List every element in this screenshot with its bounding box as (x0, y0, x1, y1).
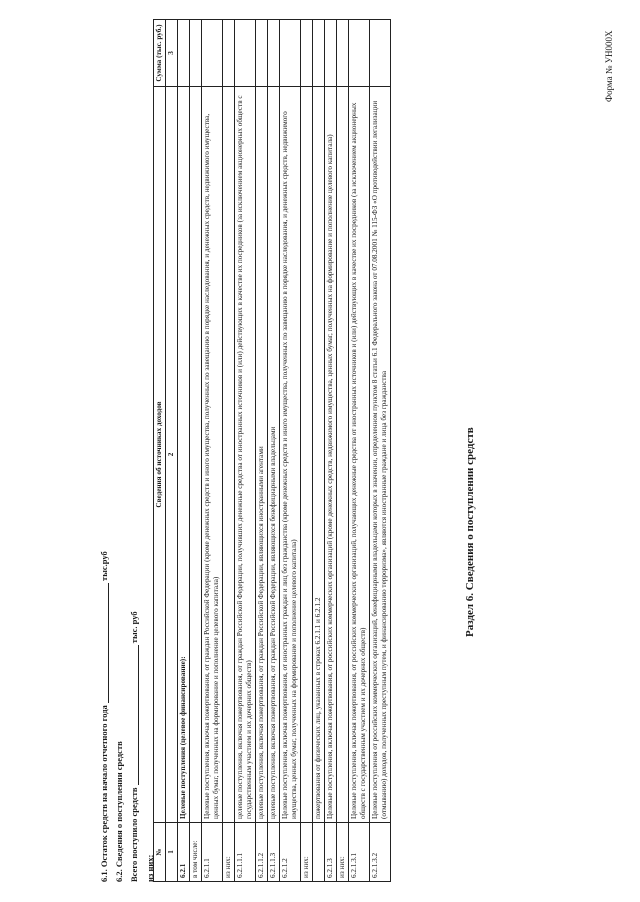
row-description: пожертвования от физических лиц, указанных в строках 6.2.1.1 и 6.2.1.2 (313, 87, 325, 823)
table-row (325, 20, 337, 882)
balance-line (99, 551, 109, 882)
row-description (301, 87, 313, 823)
including-line: из них: (145, 854, 155, 882)
table-row (235, 20, 256, 882)
total-unit: тыс. руб (129, 611, 139, 644)
table-row (313, 20, 325, 882)
table-row (301, 20, 313, 882)
row-number: 6.2.1.1.3 (268, 823, 280, 882)
row-description: целевые поступления, включая пожертвования, от граждан Российской Федерации, являющихся иностранными агентами (256, 87, 268, 823)
row-description: Целевые поступления, включая пожертвования, от иностранных граждан и лиц без гражданства (кроме денежных средств и иного имущества, полученных по завещанию в порядке наследования, и денежных средств, недвижимого имущества, ценных бумаг, полученных на формирование и пополнение целевого капитала) (280, 87, 301, 823)
table-row (268, 20, 280, 882)
table-row (349, 20, 370, 882)
row-number: 6.2.1.2 (280, 823, 301, 882)
balance-label: 6.1. Остаток средств на начало отчетного года (99, 705, 109, 882)
total-label: Всего поступило средств (129, 787, 139, 882)
form-number: Форма № УН000Х (604, 30, 614, 102)
row-sum (223, 20, 235, 87)
section-title: Раздел 6. Сведения о поступлении средств (464, 427, 476, 637)
row-description (190, 87, 202, 823)
row-description: целевые поступления, включая пожертвования, от граждан Российской Федерации, являющихся бенефициарными владельцами (268, 87, 280, 823)
row-description: Целевые поступления, включая пожертвования, от российских коммерческих организаций, получающих денежные средства от иностранных источников и (или) действующих в качестве их посредников (за исключением акционерных обществ с государственным участием и их дочерних обществ) (349, 87, 370, 823)
table-row (178, 20, 190, 882)
balance-unit: тыс.руб (99, 551, 109, 581)
receipts-table (153, 19, 391, 882)
table-row (337, 20, 349, 882)
row-sum (178, 20, 190, 87)
row-number (313, 823, 325, 882)
row-number: из них: (301, 823, 313, 882)
total-line (129, 611, 139, 882)
row-description (223, 87, 235, 823)
receipts-line: 6.2. Сведения о поступлении средств (114, 741, 124, 882)
row-number: 6.2.1.3.2 (370, 823, 391, 882)
table-row (202, 20, 223, 882)
total-blank (138, 645, 139, 785)
row-sum (190, 20, 202, 87)
table-row (280, 20, 301, 882)
row-sum (301, 20, 313, 87)
row-number: в том числе: (190, 823, 202, 882)
row-number: 6.2.1 (178, 823, 190, 882)
header-sum: Сумма (тыс. руб.) (154, 20, 166, 87)
row-description: Целевые поступления, включая пожертвования, от российских коммерческих организаций (кроме денежных средств, недвижимого имущества, ценных бумаг, полученных на формирование и пополнение целевого капитала) (325, 87, 337, 823)
row-number: 6.2.1.3 (325, 823, 337, 882)
row-description: целевые поступления, включая пожертвования, от граждан Российской Федерации, получивших денежные средства от иностранных источников и (или) действующих в качестве их посредников (за исключением акционерных обществ с государственным участием и их дочерних обществ) (235, 87, 256, 823)
row-number: 6.2.1.3.1 (349, 823, 370, 882)
row-description (337, 87, 349, 823)
row-sum (268, 20, 280, 87)
row-number: 6.2.1.1 (202, 823, 223, 882)
balance-blank (108, 583, 109, 703)
table-row (256, 20, 268, 882)
row-sum (202, 20, 223, 87)
row-sum (349, 20, 370, 87)
row-sum (370, 20, 391, 87)
table-row (223, 20, 235, 882)
table-row (190, 20, 202, 882)
row-description: Целевые поступления от российских коммерческих организаций, бенефициарными владельцами которых в значении, определенном пунктом 8 статьи 6.1 Федерального закона от 07.08.2001 № 115-ФЗ «О противодействии легализации (отмыванию) доходов, полученных преступным путем, и финансированию терроризма», являются иностранные граждане и лица без гражданства (370, 87, 391, 823)
row-sum (235, 20, 256, 87)
table-number-row (166, 20, 178, 882)
row-description: Целевые поступления, включая пожертвования, от граждан Российской Федерации (кроме денежных средств и иного имущества, полученных по завещанию в порядке наследования, и денежных средств, недвижимого имущества, ценных бумаг, полученных на формирование и пополнение целевого капитала) (202, 87, 223, 823)
header-num: № (154, 823, 166, 882)
row-sum (337, 20, 349, 87)
col-number-1: 1 (166, 823, 178, 882)
row-sum (325, 20, 337, 87)
table-header-row (154, 20, 166, 882)
col-number-2: 2 (166, 87, 178, 823)
row-number: 6.2.1.1.2 (256, 823, 268, 882)
row-description: Целевые поступления (целевое финансирование): (178, 87, 190, 823)
row-number: из них: (223, 823, 235, 882)
row-number: из них: (337, 823, 349, 882)
table-row (370, 20, 391, 882)
row-number: 6.2.1.1.1 (235, 823, 256, 882)
row-sum (256, 20, 268, 87)
header-sources: Сведения об источниках доходов (154, 87, 166, 823)
row-sum (280, 20, 301, 87)
row-sum (313, 20, 325, 87)
col-number-3: 3 (166, 20, 178, 87)
